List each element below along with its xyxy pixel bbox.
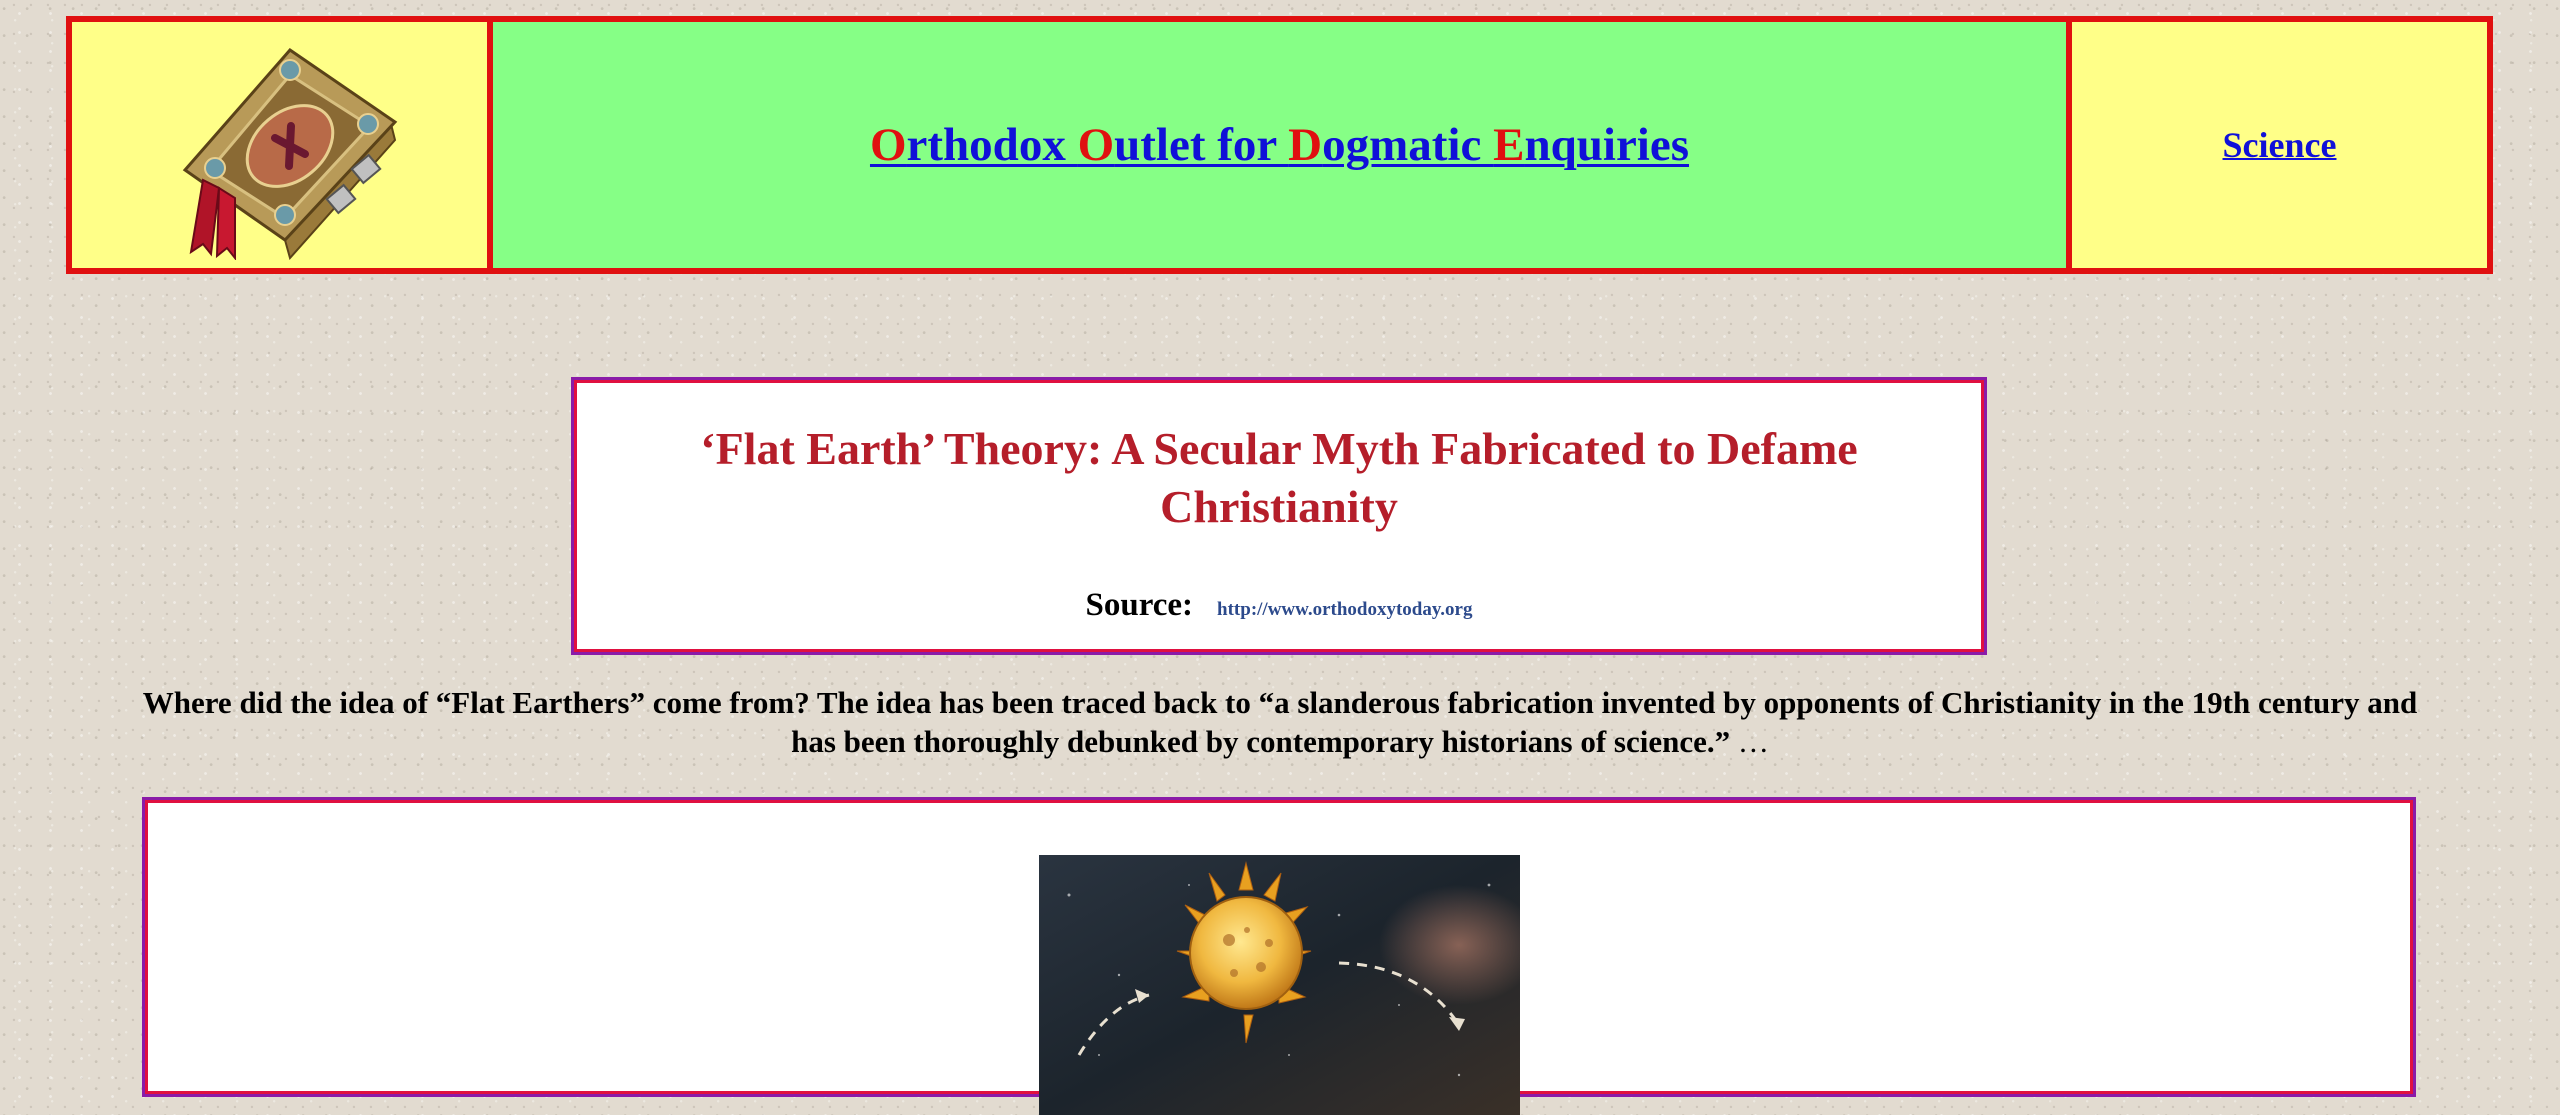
intro-ellipsis: … xyxy=(1737,724,1769,759)
nav-cell xyxy=(2072,22,2487,268)
title-part-3: Dogmatic xyxy=(1288,119,1494,171)
site-header xyxy=(66,16,2493,274)
intro-paragraph xyxy=(120,683,2440,761)
logo-cell xyxy=(72,22,487,268)
article-title-box xyxy=(571,377,1987,655)
source-row xyxy=(574,587,1984,624)
article-title: ‘Flat Earth’ Theory: A Secular Myth Fabricated to Defame Christianity xyxy=(700,423,1858,532)
source-link[interactable]: http://www.orthodoxytoday.org xyxy=(1217,599,1473,620)
science-nav-link[interactable]: Science xyxy=(2222,125,2337,165)
bible-book-logo[interactable] xyxy=(155,30,405,260)
title-part-2: Outlet for xyxy=(1077,119,1289,171)
site-title-cell xyxy=(493,22,2066,268)
site-title-link[interactable] xyxy=(870,118,1689,172)
sun-orbit-illustration xyxy=(1039,855,1520,1115)
source-label: Source: xyxy=(1085,587,1194,623)
title-part-1: Orthodox xyxy=(869,119,1078,171)
intro-text: Where did the idea of “Flat Earthers” come from? The idea has been traced back to “a slanderous fabrication invented by opponents of Christianity in the 19th century and has been thoroughly debunked by contemporary historians of science.” xyxy=(142,685,2418,759)
title-part-4: Enquiries xyxy=(1493,119,1690,171)
